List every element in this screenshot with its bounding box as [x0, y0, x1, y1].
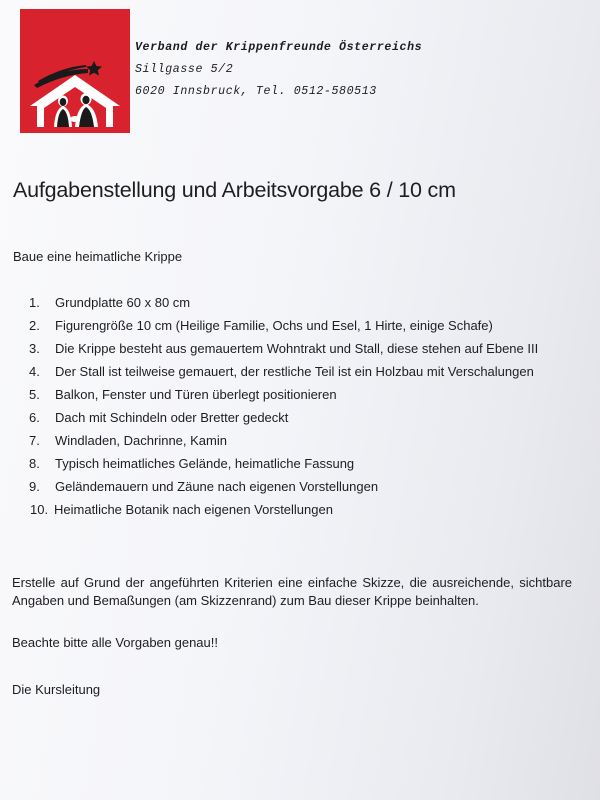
- list-item: [0, 364, 560, 380]
- signature-line: Die Kursleitung: [12, 682, 101, 697]
- organization-name: Verband der Krippenfreunde Österreichs: [135, 41, 423, 54]
- list-item: [0, 387, 560, 403]
- note-line: Beachte bitte alle Vorgaben genau!!: [12, 635, 218, 650]
- document-title: Aufgabenstellung und Arbeitsvorgabe 6 / 10 cm: [13, 178, 456, 202]
- instruction-paragraph: Erstelle auf Grund der angeführten Kriterien eine einfache Skizze, die ausreichende, sichtbare Angaben und Bemaßungen (am Skizzenrand) zum Bau dieser Krippe beinhalten.: [12, 575, 572, 608]
- list-item-text: Grundplatte 60 x 80 cm: [55, 295, 191, 310]
- list-item: [0, 456, 560, 472]
- list-item-number: 3.: [29, 341, 40, 356]
- list-item-number: 7.: [29, 433, 40, 448]
- list-item-text: Dach mit Schindeln oder Bretter gedeckt: [55, 410, 289, 425]
- list-item-number: 9.: [29, 479, 40, 494]
- list-item-text: Die Krippe besteht aus gemauertem Wohntrakt und Stall, diese stehen auf Ebene III: [55, 341, 539, 356]
- list-item-text: Figurengröße 10 cm (Heilige Familie, Ochs und Esel, 1 Hirte, einige Schafe): [55, 318, 493, 333]
- list-item: [0, 410, 560, 426]
- intro-line: Baue eine heimatliche Krippe: [13, 249, 183, 264]
- list-item-text: Heimatliche Botanik nach eigenen Vorstellungen: [54, 502, 333, 517]
- list-item-text: Typisch heimatliches Gelände, heimatliche Fassung: [55, 456, 355, 471]
- list-item: [0, 341, 560, 357]
- nativity-house-icon: [20, 9, 130, 133]
- list-item-text: Der Stall ist teilweise gemauert, der restliche Teil ist ein Holzbau mit Verschalungen: [55, 364, 534, 379]
- city-phone: 6020 Innsbruck, Tel. 0512-580513: [135, 85, 377, 98]
- list-item-number: 5.: [29, 387, 40, 402]
- list-item-number: 8.: [29, 456, 40, 471]
- list-item-number: 6.: [29, 410, 40, 425]
- list-item-number: 10.: [30, 502, 49, 517]
- list-item: [0, 318, 560, 334]
- list-item-text: Balkon, Fenster und Türen überlegt positionieren: [55, 387, 337, 402]
- list-item-number: 4.: [29, 364, 40, 379]
- list-item: [0, 295, 560, 311]
- list-item: [0, 502, 560, 518]
- list-item: [0, 433, 560, 449]
- street-address: Sillgasse 5/2: [135, 63, 234, 76]
- list-item-text: Windladen, Dachrinne, Kamin: [55, 433, 227, 448]
- list-item-text: Geländemauern und Zäune nach eigenen Vorstellungen: [55, 479, 379, 494]
- nativity-logo: [20, 9, 130, 133]
- list-item-number: 2.: [29, 318, 40, 333]
- requirements-list: [0, 295, 560, 525]
- list-item: [0, 479, 560, 495]
- letterhead: [135, 37, 422, 103]
- list-item-number: 1.: [29, 295, 40, 310]
